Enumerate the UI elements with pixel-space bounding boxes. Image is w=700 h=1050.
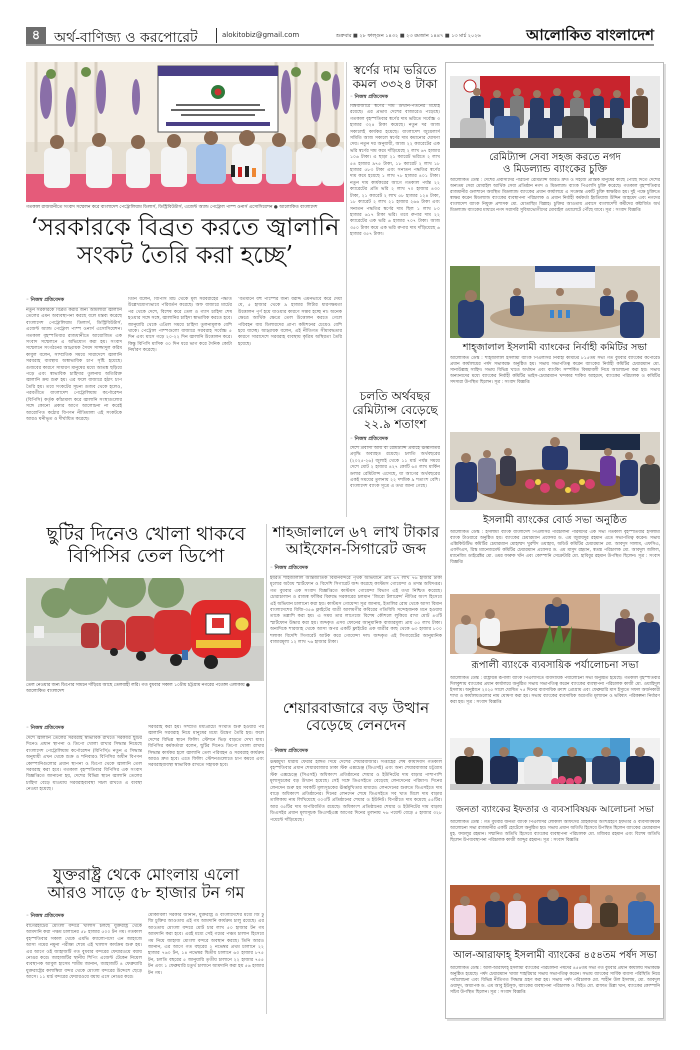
shahjalal-body: আলোকিত ডেস্ক : শাহ্‌জালাল ইসলামী ব্যাংক পিএলসির নির্বাহী কমিটির ৮১৫তম সভা গত বুধবার ব্যাংকের কর্পোরেট প্রধান কার্যালয়ের পর্ষদ সভাকক্ষে অনুষ্ঠিত হয়। সভায় সভাপতিত্ব করেন ব্যাংকের নির্বাহী কমিটির চেয়ারম্যান মো. সানাউল্লাহ সাহিদ। সভায় বিভিন্ন খাতে অর্থায়ন এবং ব্যাংকিং সম্পর্কিত বিষয়াবলী নিয়ে আলোচনা করা হয়। সভায় অন্যান্যদের মধ্যে ব্যাংকের নির্বাহী কমিটির ভাইস-চেয়ারম্যান খন্দকার শাকিব আহমেদ, ব্যাংকের পরিচালক ও কমিটির সদস্যরা উপস্থিত ছিলেন। সূত্র : সংবাদ বিজ্ঞপ্তি — [450, 356, 660, 385]
gold-headline-line2: কমল ৩৩২৪ টাকা — [352, 76, 438, 91]
mongla-headline — [26, 866, 266, 903]
janata-headline: জনতা ব্যাংকের ইফতার ও ব্যবসাবিষয়ক আলোচনা সভা — [456, 805, 654, 815]
share-byline: ◦ নিজস্ব প্রতিবেদক — [270, 748, 442, 759]
airport-byline: ◦ নিজস্ব প্রতিবেদক — [270, 565, 442, 576]
depot-byline: ◦ নিজস্ব প্রতিবেদক — [26, 725, 142, 736]
shahjalal-meeting-photo — [450, 266, 660, 338]
section-email[interactable]: alokitobiz@gmail.com — [222, 31, 300, 39]
gold-headline-line1: স্বর্ণের দাম ভরিতে — [353, 63, 437, 77]
mongla-headline-line2: আরও সাড়ে ৫৮ হাজার টন গম — [47, 883, 245, 903]
nagad-midland-photo — [450, 76, 660, 148]
lead-headline-line2: সংকট তৈরি করা হচ্ছে’ — [76, 240, 294, 269]
lead-headline — [26, 214, 344, 269]
islami-bank-body: আলোকিত ডেস্ক : ইসলামী ব্যাংক বাংলাদেশ পিএলসির পরিচালনা পরিষদের এক সভা গতকাল বৃহস্পতিবার ইসলামী ব্যাংক টাওয়ারে অনুষ্ঠিত হয়। ব্যাংকের চেয়ারম্যান প্রফেসর ড. এম জুবায়দুর রহমান এতে সভাপতিত্ব করেন। সভায় এক্সিকিউটিভ কমিটির চেয়ারম্যান মোহাম্মদ খুরশীদ ওয়াহাব, অডিট কমিটির চেয়ারম্যান মো. আবদুস সালাম, এফসিএ, এফসিএস, রিস্ক ম্যানেজমেন্ট কমিটির চেয়ারম্যান প্রফেসর ড. এম মাসুদ রহমান, স্বতন্ত্র পরিচালক মো. আবদুল জলিল, ম্যানেজিং ডাইরেক্টর মো. ওমর ফারুক খাঁন এবং কোম্পানি সেক্রেটারি মো. হাবিবুর রহমান উপস্থিত ছিলেন। সূত্র : সংবাদ বিজ্ঞপ্তি — [450, 530, 660, 565]
airport-headline — [268, 524, 444, 559]
lead-byline: ◦ নিজস্ব প্রতিবেদক — [26, 297, 122, 308]
islami-bank-board-photo — [450, 432, 660, 510]
share-headline — [268, 700, 444, 735]
newspaper-logo: আলোকিত বাংলাদেশ — [526, 26, 654, 44]
share-headline-line1: শেয়ারবাজারে বড় উত্থান — [282, 699, 430, 717]
lead-photo-caption: গতকাল রাজধানীতে সংবাদ সম্মেলন করে বাংলাদেশ পেট্রোলিয়াম ডিলার্স, ডিস্ট্রিবিউটার্স, এজেন্ট অ্যান্ড পেট্রোল পাম্প ওনার্স এসোসিয়েশন ● আলোকিত বাংলাদেশ — [26, 205, 318, 210]
nagad-midland-headline-line1: রেমিট্যান্স সেবা সহজ করতে নগদ — [489, 152, 621, 163]
shahjalal-headline: শাহ্‌জালাল ইসলামী ব্যাংকের নির্বাহী কমিটির সভা — [462, 342, 648, 353]
depot-photo-caption: তেল নেওয়ার জন্য ডিপোর সামনে দাঁড়িয়ে আছে তেলবাহী লরি। গত বুধবার সকাল ১০টায় চট্টগ্রাম নগরের পতেঙ্গা এলাকায় ● আলোকিত বাংলাদেশ — [26, 683, 250, 694]
al-arafah-body: আলোকিত ডেস্ক : আল-আরাফাহ্‌ ইসলামী ব্যাংকের পরিচালনা পর্ষদের ৪৫৪তম সভা গত বুধবার প্রধান কার্যালয় সভাকক্ষে অনুষ্ঠিত হয়েছে। পর্ষদ চেয়ারম্যান খাজা শাহরিয়ার সভায় সভাপতিত্ব করেন। সভায় ব্যাংকের সার্বিক ব্যবসা পরিস্থিতি নিয়ে পর্যালোচনা এবং বিভিন্ন নীতিগত সিদ্ধান্ত গ্রহণ করা হয়। সভায় পর্ষদ পরিচালক মো. শাহীন উল ইসলাম, মো. আবদুল ওয়াদুদ, অধ্যাপক ড. এম আবু ইউসুফ, ব্যাংকের ব্যবস্থাপনা পরিচালক ও সিইও মো. রাফাত উল্লা খান, ব্যাংকের কোম্পানি সচিব উপস্থিত ছিলেন। সূত্র : সংবাদ বিজ্ঞপ্তি — [450, 966, 660, 995]
dateline: শুক্রবার ■ ২৮ ফাল্গুন ১৪৩২ ■ ২৩ রমজান ১৪৪৭ ■ ১৩ মার্চ ২০২৬ — [336, 33, 481, 39]
rupali-bank-meeting-photo — [450, 594, 660, 654]
nagad-midland-body: আলোকিত ডেস্ক : দেশের প্রবাসীদের পাঠানো রেমিট্যান্স আরও দ্রুত ও সহজে প্রান্তিক মানুষের কাছে পৌঁছে দিতে দেশের অন্যতম সেরা মোবাইল আর্থিক সেবা প্রতিষ্ঠান নগদ ও মিডল্যান্ড ব্যাংক পিএলসি চুক্তি করেছে। গতকাল বৃহস্পতিবার রাজধানীর গুলশানে অবস্থিত মিডল্যান্ড ব্যাংকের প্রধান কার্যালয়ে এ সংক্রান্ত একটি চুক্তি স্বাক্ষরিত হয়। দুই পক্ষে চুক্তিতে স্বাক্ষর করেন মিডল্যান্ড ব্যাংকের ব্যবস্থাপনা পরিচালক ও প্রধান নির্বাহী কর্মকর্তা ইমতিয়াজ উদ্দিন আহমেদ এবং নগদের বাংলাদেশ ব্যাংক নিযুক্ত প্রশাসক মো. মোতাছিম বিল্লাহ। চুক্তির আওতায় প্রবাসে বাংলাদেশী কর্মীদের কষ্টার্জিত অর্থ মিডল্যান্ড ব্যাংকের মাধ্যমে নগদ সরাসরি সুবিধাভোগীদের মোবাইল ওয়ালেটে পৌঁছে যাবে। সূত্র : সংবাদ বিজ্ঞপ্তি — [450, 178, 660, 213]
depot-body-col1: দেশে জ্বালানি তেলের সরবরাহ স্বাভাবিক রাখতে সরকারি ছুটির দিনেও প্রধান স্থাপনা ও ডিপো খোলা রাখার সিদ্ধান্ত নিয়েছে বাংলাদেশ পেট্রোলিয়াম কর্পোরেশন (বিপিসি)। নতুন এ সিদ্ধান্ত অনুযায়ী এখন থেকে শুক্র ও শনিবারও বিপিসির অধীন বিপণন কোম্পানিগুলোর প্রধান স্থাপনা ও ডিপো থেকে জ্বালানি তেল সরবরাহ করা হবে। গতকাল বৃহস্পতিবার বিপিসির এক সংবাদ বিজ্ঞপ্তিতে জানানো হয়, দেশের বিভিন্ন স্থানে জ্বালানি তেলের চাহিদা বেড়ে যাওয়ায় সরবরাহব্যবস্থা সচল রাখতে এ ব্যবস্থা নেওয়া হয়েছে। — [26, 736, 142, 793]
remittance-headline-line1: চলতি অর্থবছর — [359, 389, 431, 403]
gold-byline: ◦ নিজস্ব প্রতিবেদক — [350, 94, 440, 105]
share-headline-line2: বেড়েছে লেনদেন — [305, 716, 407, 735]
remittance-byline: ◦ নিজস্ব প্রতিবেদক — [350, 436, 440, 447]
remittance-headline — [348, 390, 442, 431]
lead-body-col2: তিনি বলেন, বিপিসি মার্চ থেকে মূল সরবরাহের পদ্ধতি উল্লেখযোগ্যভাবে পরিবর্তন করেছে। অফ বাজারে মার্চের পর থেকে দেশে, বিশেষ করে তেল ও গ্যাস চাহিদা শেষ হওয়ার সঙ্গে সঙ্গে, জ্বালানির চাহিদা স্বাভাবিক করতে হবে। জানুয়ারি থেকে এপ্রিল সময়ে চাহিদা তুলনামূলক বেশি থাকে। পেট্রোল পাম্পগুলো বাজারে সরবরাহ সর্বোচ্চ ৫ দিন এবং মাসে গড়ে ২০-২২ দিন জ্বালানি উত্তোলন করে। কিন্তু বিপিসি মাসিক ৩০ দিন ধরে ভাগ করে দৈনিক কোটা নির্ধারণ করেছে। — [128, 297, 232, 354]
rupali-headline: রূপালী ব্যাংকে ব্যবসায়িক পর্যালোচনা সভা — [471, 660, 639, 671]
mongla-body-col2: মোকাবিলা সরকার জানান, যুক্তরাষ্ট্র ও বাংলাদেশের মধ্যে জি টু জি চুক্তির আওতায় এই গম আমদানি কার্যক্রম চালু রয়েছে। এর আওতায় মোংলা বন্দরে মোট চার লাখ ৫০ হাজার টন গম আমদানি করা হবে। এরই মধ্যে সেই গমের পঞ্চম চালান হিসেবে গম নিয়ে জাহাজ মোংলা বন্দরে অবস্থান করছে। তিনি আরও জানান, এর আগে গত বছরের ২ নভেম্বর প্রথম চালানে ২২ হাজার ৭৬০ টন, ১৪ নভেম্বর দ্বিতীয় চালানে ৬০ হাজার ৮৭৫ টন, চলতি বছরের ৫ জানুয়ারি তৃতীয় চালানে ২২ হাজার ৭৫৫ টন এবং ১ ফেব্রুয়ারি চতুর্থ চালানে আমদানি করা হয় ৫৬ হাজার টন গম। — [148, 913, 264, 976]
gold-body: বিশ্ববাজারে স্বর্ণের দাম উত্থান-পতনের মধ্যেই রয়েছে। এর প্রভাব দেশের বাজারেও পড়েছে। গতকাল বৃহস্পতিবার স্বর্ণের দাম ভরিতে সর্বোচ্চ ৩ হাজার ৩২৪ টাকা কমেছে। নতুন দর আজ সকালেই কার্যকর হয়েছে। বাংলাদেশ জুয়েলার্স সমিতি আজ সকালে স্বর্ণের দাম কমানোর ঘোষণা দেয়। নতুন দর অনুযায়ী, আজ ২২ ক্যারেটের এক ভরি স্বর্ণের দাম কমে দাঁড়িয়েছে ২ লাখ ৬৭ হাজার ১০৬ টাকা। এ ছাড়া ২১ ক্যারেট ভরিতে ২ লাখ ৫৪ হাজার ৯৭৫ টাকা, ১৮ ক্যারেট ২ লাখ ১৮ হাজার ৫৮৩ টাকা এবং সনাতন পদ্ধতির স্বর্ণের দাম কমে হয়েছে ১ লাখ ৭৮ হাজার ৪০১ টাকা। নতুন দাম কার্যকরের আগে গতকাল পর্যন্ত ২২ ক্যারেটের প্রতি ভরি ২ লাখ ৭০ হাজার ৪৩০ টাকা, ২১ ক্যারেট ২ লাখ ৫৮ হাজার ১২৪ টাকা, ১৮ ক্যারেট ২ লাখ ২১ হাজার ২৬৬ টাকা এবং সনাতন পদ্ধতির স্বর্ণের দাম ছিল ১ লাখ ৮০ হাজার ৬১৭ টাকা ভরি। তবে রুপার দাম ২২ ক্যারেটের এক ভরি ৬ হাজার ৭০৭ টাকা। আজ ৩৫০ টাকা কমে এক ভরি রুপার দাম দাঁড়িয়েছে ৬ হাজার ৩৫৭ টাকা। — [350, 104, 440, 238]
remittance-headline-line3: ২২.৯ শতাংশ — [363, 416, 427, 431]
depot-headline-line2: বিপিসির তেল ডিপো — [67, 544, 225, 567]
column-rule — [266, 524, 267, 1014]
section-divider — [216, 28, 217, 43]
nagad-midland-headline-line2: ও মিডল্যান্ড ব্যাংকের চুক্তি — [502, 164, 608, 175]
lead-body-col1: নতুন সরকারকে বিব্রত করার জন্য আমলারা জ্বালানি তেলের এমন অব্যবস্থাপনা করছে বলে মন্তব্য করেছে বাংলাদেশ পেট্রোলিয়াম ডিলার্স, ডিস্ট্রিবিউটার্স, এজেন্ট অ্যান্ড পেট্রোল পাম্প ওনার্স এসোসিয়েশন। গতকাল বৃহস্পতিবার রাজধানীতে আয়োজিত এক সংবাদ সম্মেলনে এ অভিযোগ করা হয়। সংবাদ সম্মেলনে সংগঠনের আহ্বায়ক সৈয়দ সাজ্জাদুল করিম কাবুল বলেন, সাম্প্রতিক সময়ে সারাদেশে জ্বালানি সরবরাহ ব্যবস্থায় অস্বাভাবিক চাপ সৃষ্টি হয়েছে। গুজবের কারণে সাধারণ মানুষের মধ্যে আতঙ্ক ছড়িয়ে পড়ে এবং স্বাভাবিক চাহিদার তুলনায় অতিরিক্ত জ্বালানি ক্রয় শুরু হয়। এর ফলে বাজারে হঠাৎ চাপ তৈরি হয়। তবে সংকটের সূচনা গুজব থেকে হলেও, পরবর্তীতে বাংলাদেশ পেট্রোলিয়াম কর্পোরেশন (বিপিসি) কর্তৃক কাঁচামাল করে জ্বালানি সংস্থাগুলোর সঙ্গে কোনো প্রকার আগে আলোচনা না করেই আরোপিত কঠোর বিপণন নীতিমালা এই সংকটকে আরও ঘনীভূত ও দীর্ঘায়িত করেছে। — [26, 308, 122, 422]
janata-body: আলোকিত ডেস্ক : গত বুধবার জনতা ব্যাংক পিএলসির লোকাল অফিসের গ্রাহকদের অংশগ্রহণে ইফতার ও ব্যবসাবিষয়ক আলোচনা সভা রাজধানীর একটি হোটেলে অনুষ্ঠিত হয়। সভায় প্রধান অতিথি হিসেবে উপস্থিত ছিলেন ব্যাংকের চেয়ারম্যান মুহ. ফজলুর রহমান। সম্মানিত অতিথি হিসেবে ব্যাংকের ব্যবস্থাপনা পরিচালক মো. মজিবর রহমান এবং বিশেষ অতিথি ছিলেন উপব্যবস্থাপনা পরিচালক কাজী আব্দুর রহমান। সূত্র : সংবাদ বিজ্ঞপ্তি — [450, 820, 660, 843]
section-title: অর্থ-বাণিজ্য ও করপোরেট — [54, 30, 198, 46]
page-masthead — [26, 26, 654, 46]
depot-body-col2: সরবরাহ করা হয়। সম্প্রতি মধ্যপ্রাচ্যে সংঘাত শুরু হওয়ার পর জ্বালানি সরবরাহ নিয়ে মানুষের মধ্যে উদ্বেগ তৈরি হয়। ফলে দেশের বিভিন্ন স্থানে ফিলিং স্টেশনে ভিড় বাড়তে দেখা যায়। বিপিসির কর্মকর্তারা বলেন, ছুটির দিনেও ডিপো খোলা রাখার সিদ্ধান্ত কার্যকর হলে জ্বালানি তেল পরিবহন ও সরবরাহ কার্যক্রম আরও দ্রুত হবে। এতে ফিলিং স্টেশনগুলোতে চাপ কমবে এবং সরবরাহব্যবস্থা স্বাভাবিক রাখতে সহায়ক হবে। — [148, 725, 264, 769]
mongla-headline-line1: যুক্তরাষ্ট্র থেকে মোংলায় এলো — [52, 865, 240, 884]
press-conference-photo — [26, 62, 344, 202]
lead-headline-line1: ‘সরকারকে বিব্রত করতে জ্বালানি — [30, 213, 340, 241]
share-body: ঊর্ধ্বমুখী ধারায় ফেরার ইঙ্গিত দিয়ে দেশের শেয়ারবাজার। সপ্তাহের শেষ কার্যদিবস গতকাল বৃহস্পতিবার প্রধান শেয়ারবাজার ঢাকা স্টক এক্সচেঞ্জ (ডিএসই) এবং অন্য শেয়ারবাজার চট্টগ্রাম স্টক এক্সচেঞ্জে (সিএসই) অধিকাংশ প্রতিষ্ঠানের শেয়ার ও ইউনিটের দাম বাড়ার পাশাপাশি মূল্যসূচকের বড় উত্থান হয়েছে। সেই সঙ্গে ডিএসইতে বেড়েছে লেনদেনের পরিমাণ। দিনের লেনদেন শুরু হয় সবকটি মূল্যসূচকের ঊর্ধ্বমুখিতার মাধ্যমে। লেনদেনের শুরুতে ডিএসইতে দাম বাড়ে অধিকাংশ প্রতিষ্ঠানের। দিনের লেনদেন শেষে ডিএসইতে সব খাত মিলে দাম বাড়ার তালিকায় নাম লিখিয়েছে ৩০৩টি প্রতিষ্ঠানের শেয়ার ও ইউনিট। বিপরীতে দাম কমেছে ৫৫টির। আর ৩৫টির দাম অপরিবর্তিত রয়েছে। অধিকাংশ প্রতিষ্ঠানের শেয়ার ও ইউনিটের দাম বাড়ায় ডিএসইর প্রধান মূল্যসূচক ডিএসইএক্স আগের দিনের তুলনায় ৭৬ পয়েন্ট বেড়ে ৫ হাজার ৩২৮ পয়েন্টে দাঁড়িয়েছে। — [270, 760, 442, 823]
lead-body-col3: ‘বর্তমানে বহু পাম্পের জন্য বরাদ্দ এমনভাবে করে দেয়া যে, ৫ হাজার থেকে ৯ হাজার লিটার ধারণক্ষমতা উত্তোলন পূর্ণ হয়ে যাওয়ার কারণে সম্ভব হচ্ছে না। অনেক ক্ষেত্রে আর্থিক ক্ষেত্রে তেল উত্তোলন করতে গেলে পরিবহন ব্যয় ডিলারদের প্রাপ্য কমিশনের চেয়েও বেশি হয়ে যাচ্ছে। আহ্বায়ক বলেন, এই নীতিগত সীমাবদ্ধতার কারণে সারাদেশে সরবরাহ ব্যবস্থায় কৃত্রিম অস্থিরতা তৈরি হয়েছে। — [238, 297, 342, 347]
depot-headline-line1: ছুটির দিনেও খোলা থাকবে — [46, 523, 246, 545]
janata-bank-iftar-photo — [450, 738, 660, 790]
gold-headline — [348, 64, 442, 92]
remittance-body: দেশে প্রবাসী আয় বা রেমিট্যান্স প্রবাহে ঊর্ধ্বগতির প্রবৃদ্ধি অব্যাহত রয়েছে। চলতি অর্থবছরের (২০২৫-২৬) জুলাই থেকে ১১ মার্চ পর্যন্ত সময়ে দেশে মোট ২ হাজার ৪২৭ কোটি ৬০ লাখ মার্কিন ডলার রেমিট্যান্স এসেছে, যা আগের অর্থবছরের একই সময়ের তুলনায় ২২ দশমিক ৯ শতাংশ বেশি। বাংলাদেশ ব্যাংক সূত্রে এ তথ্য জানা গেছে। — [350, 446, 440, 490]
oil-tanker-photo — [26, 578, 264, 681]
airport-headline-line1: শাহজালালে ৬৭ লাখ টাকার — [272, 523, 440, 541]
depot-headline — [26, 524, 266, 568]
page-number: ৪ — [26, 27, 46, 44]
al-arafah-headline: আল-আরাফাহ্‌ ইসলামী ব্যাংকের ৪৫৪তম পর্ষদ সভা — [453, 950, 657, 961]
islami-bank-headline: ইসলামী ব্যাংকের বোর্ড সভা অনুষ্ঠিত — [483, 515, 627, 526]
airport-body: হযরত শাহজালাল আন্তর্জাতিক বিমানবন্দরে পৃথক অভিযানে প্রায় ৬৭ লাখ ৭৬ হাজার টাকা মূল্যের অবৈধ স্মার্টফোন ও বিদেশি সিগারেট জব্দ করেছে কাস্টমস গোয়েন্দা ও তদন্ত অধিদপ্তর। গত বুধবার এক সংবাদ বিজ্ঞপ্তিতে কাস্টমস গোয়েন্দা বিভাগ এই তথ্য নিশ্চিত করেছে। চোরাচালান ও রাজস্ব ফাঁকির বিরুদ্ধে সরকারের চলমান ‘জিরো টলারেন্স’ নীতির অংশ হিসেবে এই অভিযান চালানো করা হয়। কাস্টমস গোয়েন্দা সূত্র জানায়, ইতালির রোম থেকে আসা বিমান বাংলাদেশের বিজি-৩৫৬ ফ্লাইটের যাত্রী আলমগীর কবিরের গতিবিধি সন্দেহজনক মনে হওয়ায় তাকে তল্লাশি করা হয়। এ সময় তার লাগেজে বিশেষ কৌশলে লুকিয়ে রাখা মোট ৪৩টি স্মার্টফোন উদ্ধার করা হয়। জব্দকৃত এসব ফোনের আনুমানিক বাজারমূল্য প্রায় ৫৫ লাখ টাকা। অন্যদিকে শারজাহ থেকে আসা অপর একটি ফ্লাইটের এক যাত্রীর কাছ থেকে ৬৩ হাজার ৮০০ শলাকা বিদেশি সিগারেট আটক করে গোয়েন্দা দল। জব্দকৃত এই সিগারেটের আনুমানিক বাজারমূল্য ১২ লাখ ৭৬ হাজার টাকা। — [270, 576, 442, 646]
mongla-body-col1: বাগেরহাটের মোংলা বন্দরে খালাস চলছে যুক্তরাষ্ট্র থেকে আমদানি করা পঞ্চম চালানের ৫৮ হাজার ৫০০ টন গম। গতকাল বৃহস্পতিবার সকাল থেকে এমভি ক্যালোপসো এন জাহাজে আসা গমের নমুনা পরীক্ষা শেষে এই খালাস কার্যক্রম শুরু হয়। এর আগে ওই জাহাজটি গত বুধবার বন্দরের ফেয়ারওয়ে বয়ায় নোঙর করে। জাহাজটির স্থানীয় শিপিং এজেন্ট টেকেন নিয়েল ব্যবস্থাপক আবুল হাসেম শামীম জানান, জাহাজটি ৪ ফেব্রুয়ারি যুক্তরাষ্ট্রের কলাম্বিয়া বন্দর থেকে মোংলা বন্দরের উদ্দেশে ছেড়ে আসে। ১১ মার্চ বন্দরের ফেয়ারওয়ে বয়ায় এসে নোঙর করে। — [26, 924, 142, 981]
column-rule — [346, 62, 347, 517]
al-arafah-board-photo — [450, 885, 660, 940]
mongla-byline: ◦ নিজস্ব প্রতিবেদক — [26, 913, 142, 924]
nagad-midland-headline — [450, 152, 660, 176]
airport-headline-line2: আইফোন-সিগারেট জব্দ — [285, 540, 427, 559]
remittance-headline-line2: রেমিট্যান্স বেড়েছে — [352, 402, 438, 417]
rupali-body: আলোকিত ডেস্ক : রাষ্ট্রায়ত্ত রূপালী ব্যাংক পিএলসিতে ব্যবসায়িক পর্যালোচনা সভা অনুষ্ঠিত হয়েছে। গতকাল বৃহস্পতিবার দিলকুশায় ব্যাংকের প্রধান কার্যালয়ে অনুষ্ঠিত সভায় সভাপতিত্ব করেন ব্যাংকের ব্যবস্থাপনা পরিচালক কাজী মো. ওয়াহিদুল ইসলাম। অনুষ্ঠানে ২০২৫ সালে ঘোষিত ৭৫ দিনের ব্যবসায়িক ক্র্যাশ প্রোগ্রাম এবং ফেব্রুয়ারি মাস ইস্যুতে সফল অর্জনকারী শাখা ও কার্যালয়গুলোর নাম ঘোষণা করা হয়। সভায় ব্যাংকের ব্যবসায়িক অগ্রগতি মূল্যায়ন ও ভবিষ্যৎ পরিকল্পনা নির্ধারণ করা হয়। সূত্র : সংবাদ বিজ্ঞপ্তি — [450, 676, 660, 705]
